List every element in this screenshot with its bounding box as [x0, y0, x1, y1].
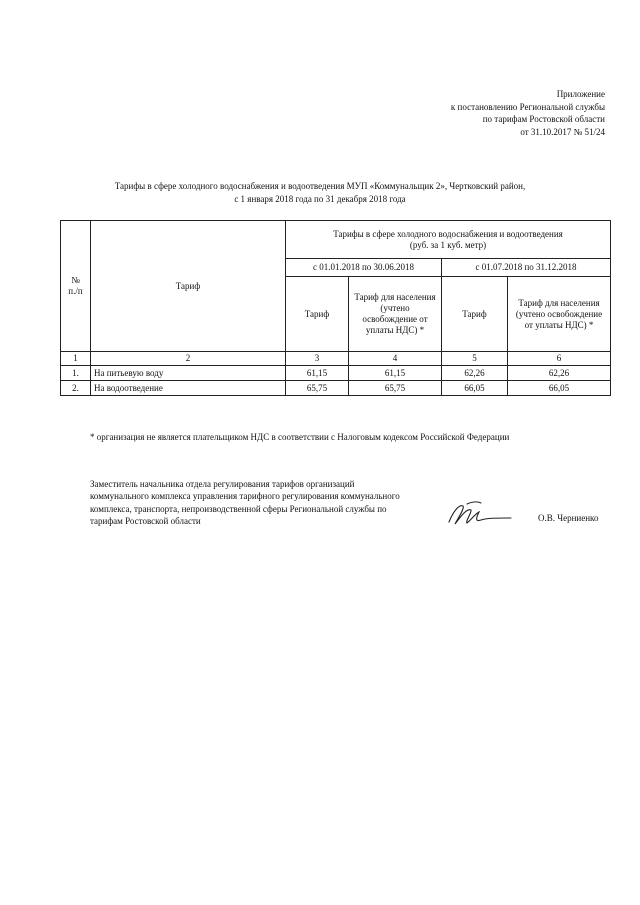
row-number: 1. [61, 366, 91, 381]
row-value: 65,75 [349, 381, 442, 396]
appendix-line-1: Приложение [556, 89, 605, 99]
index-cell: 2 [91, 352, 286, 366]
appendix-line-3: по тарифам Ростовской области [482, 114, 605, 124]
index-cell: 1 [61, 352, 91, 366]
appendix-header [451, 88, 605, 138]
index-cell: 5 [442, 352, 508, 366]
row-value: 62,26 [442, 366, 508, 381]
document-title [0, 180, 640, 206]
header-sub-population-2: Тариф для населения (учтено освобождение от уплаты НДС) * [508, 277, 611, 352]
index-row [61, 352, 611, 366]
vat-footnote: * организация не является плательщиком НДС в соответствии с Налоговым кодексом Российской Федерации [90, 432, 510, 442]
row-value: 65,75 [286, 381, 349, 396]
header-tariff: Тариф [91, 221, 286, 352]
handwritten-signature [445, 498, 515, 530]
signatory-position [90, 478, 400, 527]
index-cell: 6 [508, 352, 611, 366]
appendix-line-4: от 31.10.2017 № 51/24 [520, 126, 605, 137]
position-line-1: Заместитель начальника отдела регулирования тарифов организаций [90, 479, 355, 489]
title-line-2: с 1 января 2018 года по 31 декабря 2018 года [234, 194, 406, 204]
row-value: 62,26 [508, 366, 611, 381]
header-group: Тарифы в сфере холодного водоснабжения и водоотведения (руб. за 1 куб. метр) [286, 221, 611, 259]
header-sub-tariff-2: Тариф [442, 277, 508, 352]
position-line-4: тарифам Ростовской области [90, 515, 201, 526]
header-number: № п./п [61, 221, 91, 352]
appendix-line-2: к постановлению Региональной службы [450, 101, 605, 112]
index-cell: 4 [349, 352, 442, 366]
row-value: 66,05 [442, 381, 508, 396]
row-name: На водоотведение [91, 381, 286, 396]
header-sub-population-1: Тариф для населения (учтено освобождение от уплаты НДС) * [349, 277, 442, 352]
row-value: 61,15 [286, 366, 349, 381]
table-row [61, 366, 611, 381]
title-line-1: Тарифы в сфере холодного водоснабжения и водоотведения МУП «Коммунальщик 2», Чертковский район, [114, 181, 526, 191]
tariff-table [60, 220, 611, 396]
header-period-1: с 01.01.2018 по 30.06.2018 [286, 259, 442, 277]
signer-name: О.В. Черниенко [538, 513, 599, 523]
row-number: 2. [61, 381, 91, 396]
position-line-2: коммунального комплекса управления тарифного регулирования коммунального [90, 491, 400, 502]
index-cell: 3 [286, 352, 349, 366]
row-value: 66,05 [508, 381, 611, 396]
header-sub-tariff-1: Тариф [286, 277, 349, 352]
row-value: 61,15 [349, 366, 442, 381]
row-name: На питьевую воду [91, 366, 286, 381]
header-period-2: с 01.07.2018 по 31.12.2018 [442, 259, 611, 277]
table-row [61, 381, 611, 396]
position-line-3: комплекса, транспорта, непроизводственной сферы Региональной службы по [90, 503, 387, 514]
